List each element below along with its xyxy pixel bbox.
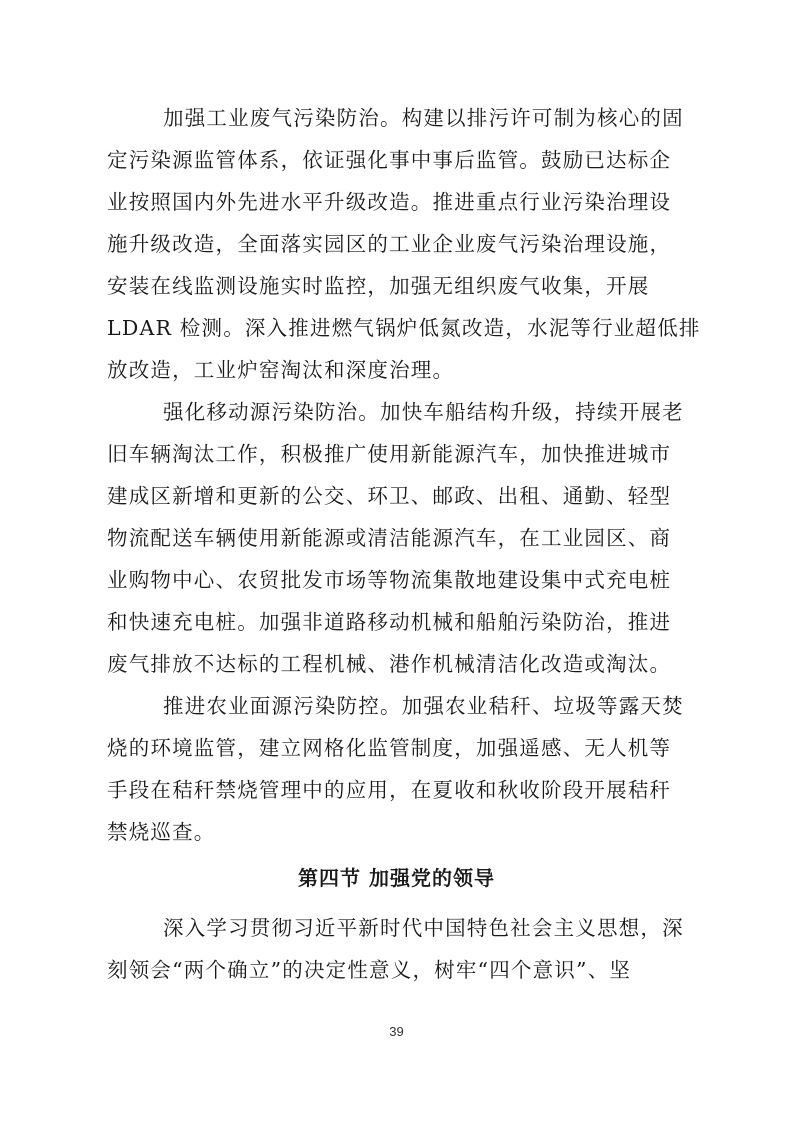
paragraph-line: 物流配送车辆使用新能源或清洁能源汽车，在工业园区、商 xyxy=(107,526,672,550)
paragraph-line: 安装在线监测设施实时监控，加强无组织废气收集，开展 xyxy=(107,274,650,298)
paragraph-line: 禁烧巡查。 xyxy=(107,820,216,844)
paragraph-line: 强化移动源污染防治。加快车船结构升级，持续开展老 xyxy=(163,400,684,424)
paragraph-line: 废气排放不达标的工程机械、港作机械清洁化改造或淘汰。 xyxy=(107,652,672,676)
paragraph-line: 施升级改造，全面落实园区的工业企业废气污染治理设施， xyxy=(107,232,672,256)
paragraph-line: 烧的环境监管，建立网格化监管制度，加强遥感、无人机等 xyxy=(107,736,672,760)
paragraph-line: 建成区新增和更新的公交、环卫、邮政、出租、通勤、轻型 xyxy=(107,484,672,508)
paragraph-line: 旧车辆淘汰工作，积极推广使用新能源汽车，加快推进城市 xyxy=(107,442,672,466)
paragraph-line: 和快速充电桩。加强非道路移动机械和船舶污染防治，推进 xyxy=(107,610,672,634)
paragraph-line: 定污染源监管体系，依证强化事中事后监管。鼓励已达标企 xyxy=(107,148,672,172)
paragraph-line: 刻领会“两个确立”的决定性意义，树牢“四个意识”、坚 xyxy=(107,958,632,982)
paragraph-line: 推进农业面源污染防控。加强农业秸秆、垃圾等露天焚 xyxy=(163,694,684,718)
paragraph-line: 业按照国内外先进水平升级改造。推进重点行业污染治理设 xyxy=(107,190,672,214)
paragraph-line: LDAR 检测。深入推进燃气锅炉低氮改造，水泥等行业超低排 xyxy=(107,316,701,340)
page-number: 39 xyxy=(389,1024,404,1039)
paragraph-line: 放改造，工业炉窑淘汰和深度治理。 xyxy=(107,358,455,382)
paragraph-line: 深入学习贯彻习近平新时代中国特色社会主义思想，深 xyxy=(163,916,684,940)
section-heading: 第四节 加强党的领导 xyxy=(298,866,495,890)
paragraph-line: 手段在秸秆禁烧管理中的应用，在夏收和秋收阶段开展秸秆 xyxy=(107,778,672,802)
paragraph-line: 业购物中心、农贸批发市场等物流集散地建设集中式充电桩 xyxy=(107,568,672,592)
paragraph-line: 加强工业废气污染防治。构建以排污许可制为核心的固 xyxy=(163,106,684,130)
